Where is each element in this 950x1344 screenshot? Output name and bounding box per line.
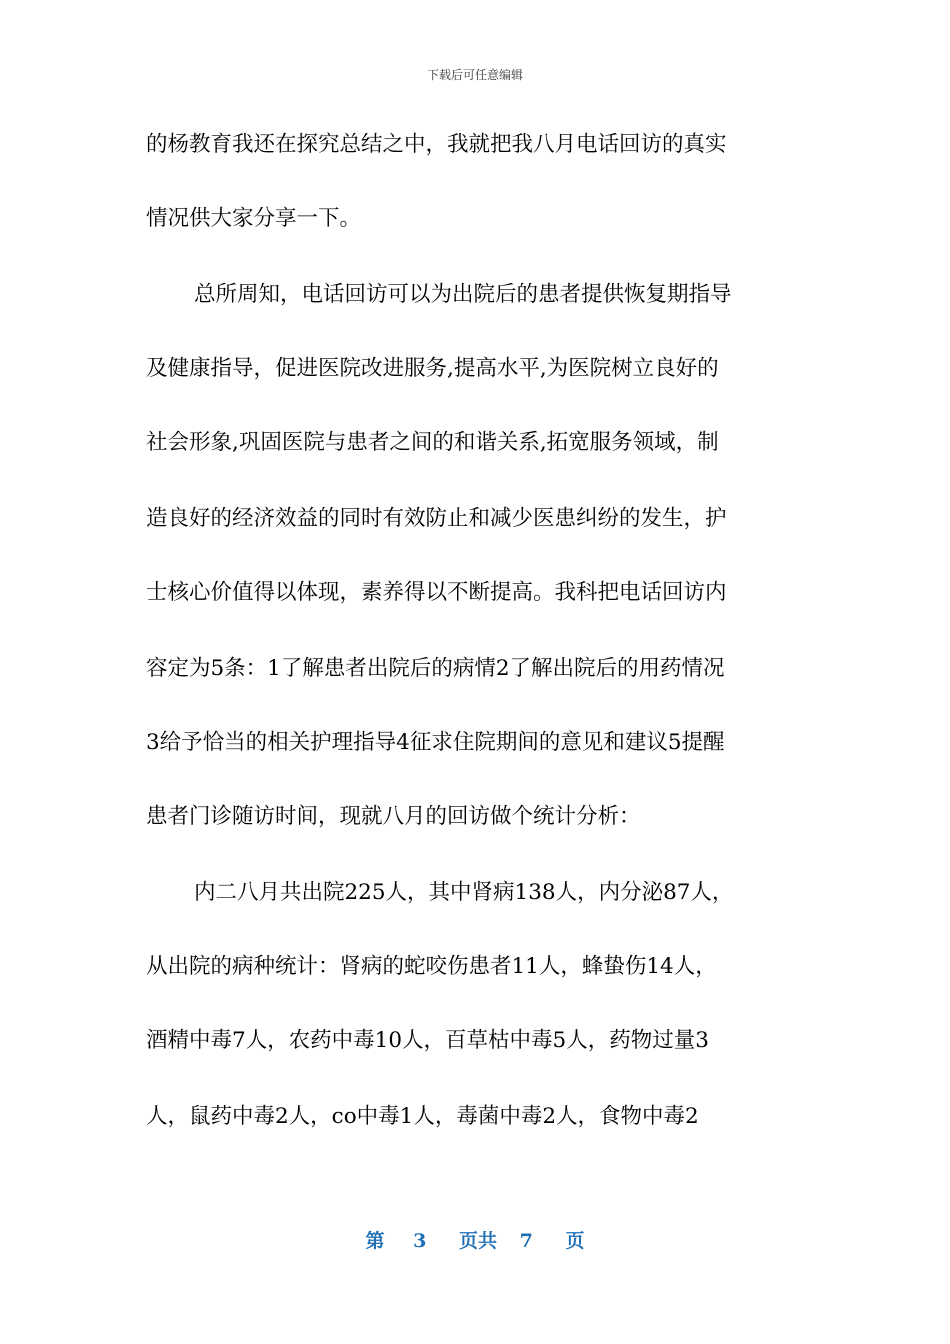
text-line: 造良好的经济效益的同时有效防止和减少医患纠纷的发生，护 xyxy=(146,506,727,531)
page-mid-label: 页共 xyxy=(458,1230,497,1252)
text-line: 的杨教育我还在探究总结之中，我就把我八月电话回访的真实 xyxy=(146,132,727,157)
page-end-label: 页 xyxy=(565,1230,585,1252)
page-footer xyxy=(0,1226,950,1253)
text-line: 从出院的病种统计：肾病的蛇咬伤患者11人，蜂蛰伤14人， xyxy=(146,954,717,979)
text-line: 酒精中毒7人，农药中毒10人，百草枯中毒5人，药物过量3 xyxy=(146,1028,709,1053)
page-total-number: 7 xyxy=(519,1230,533,1252)
page-label: 第 xyxy=(365,1230,385,1252)
text-line: 士核心价值得以体现，素养得以不断提高。我科把电话回访内 xyxy=(146,580,727,605)
page-current-number: 3 xyxy=(413,1230,427,1252)
text-line: 人，鼠药中毒2人，co中毒1人，毒菌中毒2人，食物中毒2 xyxy=(146,1104,699,1129)
paragraph-start-line: 内二八月共出院225人，其中肾病138人，内分泌87人， xyxy=(194,880,734,905)
text-line: 及健康指导，促进医院改进服务,提高水平,为医院树立良好的 xyxy=(146,356,719,381)
text-line: 社会形象,巩固医院与患者之间的和谐关系,拓宽服务领域，制 xyxy=(146,430,719,455)
paragraph-start-line: 总所周知，电话回访可以为出院后的患者提供恢复期指导 xyxy=(194,282,732,307)
text-line: 3给予恰当的相关护理指导4征求住院期间的意见和建议5提醒 xyxy=(146,730,725,755)
text-line: 容定为5条：1了解患者出院后的病情2了解出院后的用药情况 xyxy=(146,656,725,681)
text-line: 患者门诊随访时间，现就八月的回访做个统计分析： xyxy=(146,804,641,829)
text-line: 情况供大家分享一下。 xyxy=(146,206,362,231)
page-header: 下载后可任意编辑 xyxy=(426,68,523,82)
